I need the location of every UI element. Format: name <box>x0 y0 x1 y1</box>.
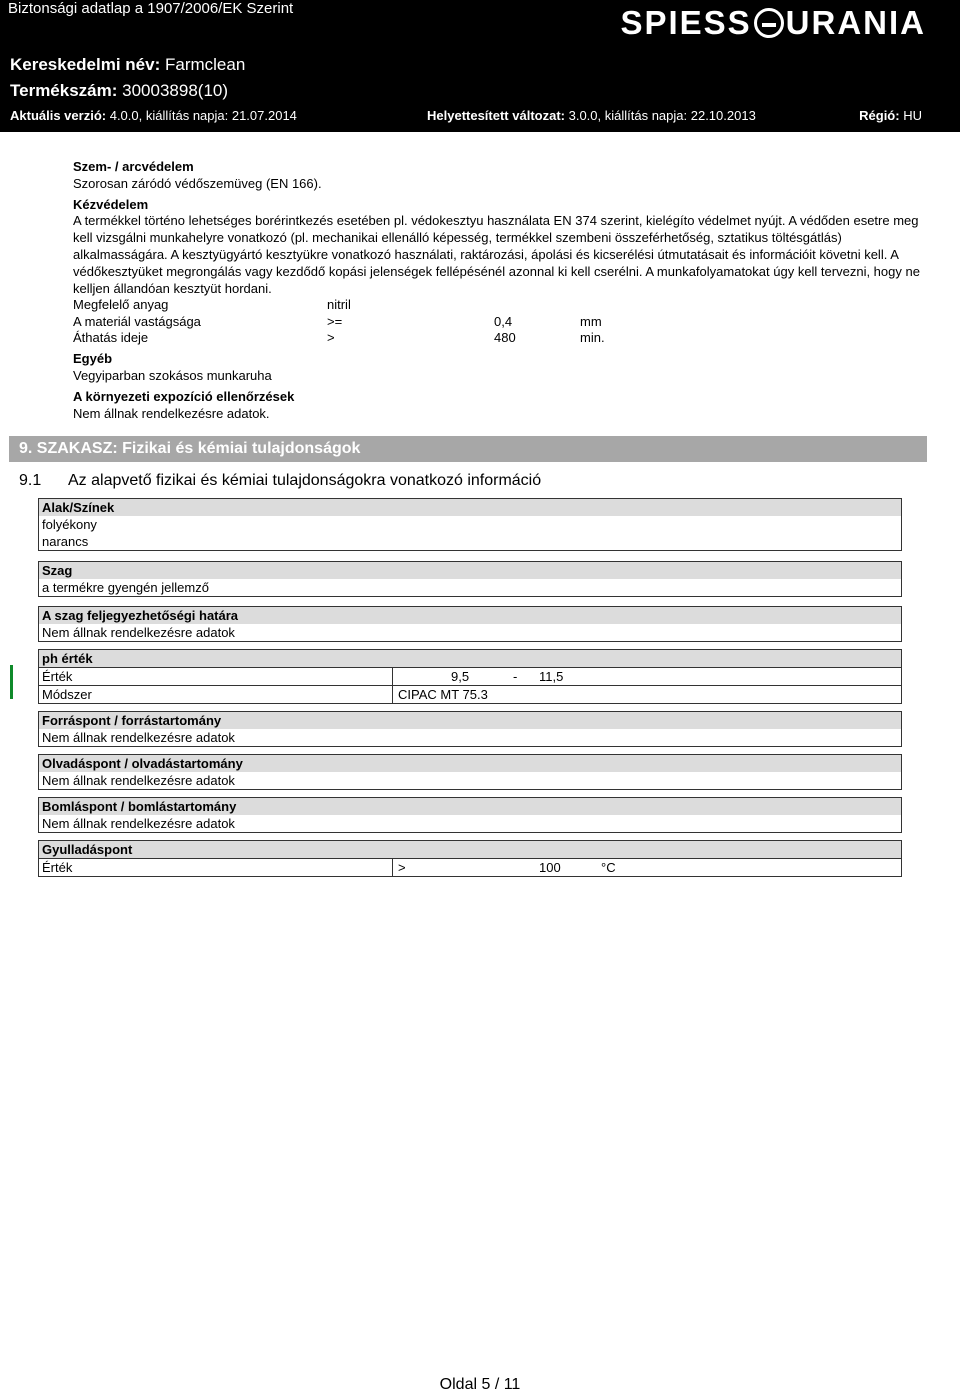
flash-value-row <box>39 858 901 876</box>
ph-max: 11,5 <box>539 669 564 684</box>
version-line <box>10 108 922 123</box>
breakthrough-value: 480 <box>494 330 516 345</box>
subsection-9-1-heading <box>19 471 541 491</box>
property-melting-point <box>38 754 902 790</box>
product-number-label: Termékszám: <box>10 81 118 100</box>
ph-value-label: Érték <box>42 669 73 684</box>
breakthrough-operator: > <box>327 330 335 345</box>
property-value: folyékony <box>42 517 97 532</box>
breakthrough-unit: min. <box>580 330 605 345</box>
other-protection-title: Egyéb <box>73 351 113 366</box>
property-title: Alak/Színek <box>39 499 901 516</box>
property-odour <box>38 561 902 597</box>
section-9-heading <box>9 436 927 460</box>
property-flash-point <box>38 840 902 877</box>
flash-unit: °C <box>601 860 616 875</box>
property-value: Nem állnak rendelkezésre adatok <box>42 730 235 745</box>
property-odour-threshold <box>38 606 902 642</box>
column-divider <box>392 668 393 685</box>
flash-value: 100 <box>539 860 561 875</box>
property-value: narancs <box>42 534 89 549</box>
flash-operator: > <box>398 860 406 875</box>
product-number-line <box>10 81 228 101</box>
other-protection-text: Vegyiparban szokásos munkaruha <box>73 368 272 383</box>
company-logo <box>620 6 926 40</box>
eye-protection-text: Szorosan záródó védőszemüveg (EN 166). <box>73 176 322 191</box>
subsection-title: Az alapvető fizikai és kémiai tulajdonságokra vonatkozó információ <box>68 472 542 489</box>
trade-name-value: Farmclean <box>164 55 246 74</box>
ph-dash: - <box>513 669 518 684</box>
property-value: Nem állnak rendelkezésre adatok <box>42 816 235 831</box>
property-appearance <box>38 498 902 551</box>
section-divider <box>9 460 927 462</box>
env-exposure-title: A környezeti expozíció ellenőrzések <box>73 389 295 404</box>
page-number: Oldal 5 / 11 <box>439 1376 521 1393</box>
ph-method-row <box>39 685 901 703</box>
ph-value-row <box>39 667 901 685</box>
sds-title: Biztonsági adatlap a 1907/2006/EK Szerint <box>8 0 294 17</box>
property-title: A szag feljegyezhetőségi határa <box>39 607 901 624</box>
property-decomposition-point <box>38 797 902 833</box>
property-value: Nem állnak rendelkezésre adatok <box>42 625 235 640</box>
column-divider <box>392 686 393 703</box>
replaced-version-label: Helyettesített változat: <box>427 108 565 123</box>
trade-name-label: Kereskedelmi név: <box>10 55 161 74</box>
replaced-version-value: 3.0.0, kiállítás napja: 22.10.2013 <box>568 108 756 123</box>
thickness-value: 0,4 <box>494 314 513 329</box>
product-number-value: 30003898(10) <box>122 81 229 100</box>
ph-method-value: CIPAC MT 75.3 <box>398 687 488 702</box>
hand-protection-title: Kézvédelem <box>73 197 149 212</box>
property-title: Forráspont / forrástartomány <box>39 712 901 729</box>
region-label: Régió: <box>859 108 900 123</box>
property-title: ph érték <box>39 650 901 667</box>
current-version-label: Aktuális verzió: <box>10 108 107 123</box>
revision-marker <box>10 665 13 699</box>
property-boiling-point <box>38 711 902 747</box>
property-value: Nem állnak rendelkezésre adatok <box>42 773 235 788</box>
flash-value-label: Érték <box>42 860 73 875</box>
property-title: Bomláspont / bomlástartomány <box>39 798 901 815</box>
property-title: Olvadáspont / olvadástartomány <box>39 755 901 772</box>
property-title: Szag <box>39 562 901 579</box>
logo-text-right: URANIA <box>785 4 926 41</box>
ph-min: 9,5 <box>451 669 470 684</box>
product-info-header <box>0 48 960 132</box>
ph-method-label: Módszer <box>42 687 92 702</box>
document-header <box>0 0 960 48</box>
section-9-title: 9. SZAKASZ: Fizikai és kémiai tulajdonságok <box>19 440 361 457</box>
thickness-label: A materiál vastágsága <box>73 314 201 329</box>
globe-icon <box>754 8 784 38</box>
subsection-number: 9.1 <box>19 472 42 489</box>
property-value: a termékre gyengén jellemző <box>42 580 209 595</box>
glove-material-label: Megfelelő anyag <box>73 297 169 312</box>
trade-name-line <box>10 55 245 75</box>
env-exposure-text: Nem állnak rendelkezésre adatok. <box>73 406 270 421</box>
breakthrough-label: Áthatás ideje <box>73 330 149 345</box>
eye-protection-title: Szem- / arcvédelem <box>73 159 194 174</box>
region-value: HU <box>903 108 922 123</box>
property-title: Gyulladáspont <box>39 841 901 858</box>
property-ph <box>38 649 902 704</box>
thickness-operator: >= <box>327 314 343 329</box>
current-version-value: 4.0.0, kiállítás napja: 21.07.2014 <box>109 108 297 123</box>
glove-material-value: nitril <box>327 297 351 312</box>
column-divider <box>392 859 393 876</box>
thickness-unit: mm <box>580 314 602 329</box>
logo-text-left: SPIESS <box>620 4 752 41</box>
hand-protection-text: A termékkel történo lehetséges borérintkezés esetében pl. védokesztyu használata EN 374 szerint, kielégíto védelmet nyújt. A védőden esetre meg kell vizsgálni munkahelyre vonatkozó (pl. mechanikai ellenálló képesség, termékkel szembeni összeférhetőség, sztatikus töltésgátlás) alkalmasságára. A kesztyügyártó kesztyükre vonatkozó használati, raktározási, ápolási és kicserélési útmutatásait és információit követni kell. A védőkesztyüket megrongálás vagy kezdődő kopási jelenségek fellépésénél azonnal ki kell cserélni. A munkafolyamatokat úgy kell tervezni, hogy ne kelljen állandóan kesztyüt hordani. <box>73 213 920 296</box>
